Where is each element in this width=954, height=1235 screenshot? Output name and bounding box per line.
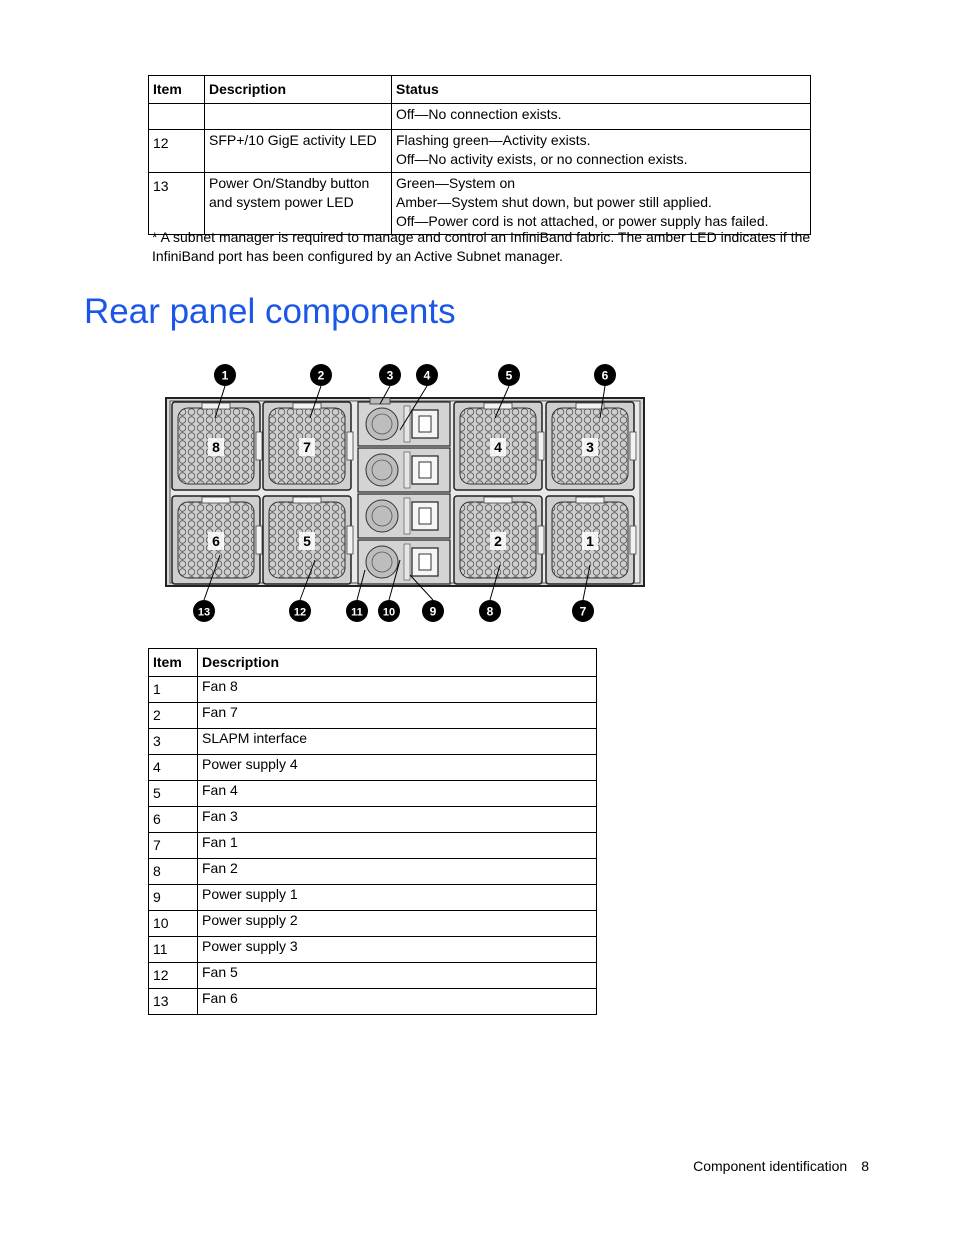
status-line: Off—No activity exists, or no connection exists.	[396, 151, 688, 167]
table-row	[149, 755, 597, 781]
callout-marker	[594, 364, 616, 386]
fan-module	[546, 402, 636, 490]
description-cell: SLAPM interface	[198, 729, 597, 755]
fan-module	[172, 402, 262, 490]
callout-number: 10	[382, 606, 396, 619]
fan-number-label: 4	[494, 439, 502, 455]
callout-number: 9	[429, 604, 437, 619]
callout-marker	[346, 600, 368, 622]
table-row	[149, 677, 597, 703]
table-row	[149, 703, 597, 729]
status-line: Off—Power cord is not attached, or power supply has failed.	[396, 213, 769, 229]
status-cell	[392, 104, 811, 130]
description-cell: Fan 6	[198, 989, 597, 1015]
column-header-status: Status	[392, 76, 811, 104]
callout-marker	[378, 600, 400, 622]
fan-module	[454, 496, 544, 584]
item-cell: 2	[149, 703, 198, 729]
table-row	[149, 104, 811, 130]
callout-number: 6	[601, 368, 609, 383]
power-supplies	[358, 398, 450, 584]
callout-marker	[498, 364, 520, 386]
item-cell: 1	[149, 677, 198, 703]
item-cell: 13	[149, 173, 205, 235]
section-heading: Rear panel components	[84, 292, 456, 331]
footnote: * A subnet manager is required to manage and control an InfiniBand fabric. The amber LED indicates if the InfiniBand port has been configured by an Active Subnet manager.	[152, 229, 811, 264]
table-row	[149, 885, 597, 911]
callout-number: 8	[486, 604, 494, 619]
page-number: 8	[861, 1158, 869, 1174]
callout-number: 7	[579, 604, 587, 619]
callout-marker	[479, 600, 501, 622]
callout-number: 11	[351, 606, 363, 619]
table-row	[149, 989, 597, 1015]
description-cell: SFP+/10 GigE activity LED	[205, 130, 392, 173]
status-line: Green—System on	[396, 175, 516, 191]
table-row	[149, 963, 597, 989]
item-cell: 6	[149, 807, 198, 833]
item-cell: 8	[149, 859, 198, 885]
status-line: Flashing green—Activity exists.	[396, 132, 591, 148]
status-cell	[392, 130, 811, 173]
table-row	[149, 173, 811, 235]
column-header-item: Item	[149, 76, 205, 104]
bottom-callouts	[193, 600, 594, 622]
callout-marker	[379, 364, 401, 386]
table-row	[149, 937, 597, 963]
description-cell: Fan 8	[198, 677, 597, 703]
item-cell: 11	[149, 937, 198, 963]
fan-number-label: 8	[212, 439, 220, 455]
description-cell: Power supply 1	[198, 885, 597, 911]
description-cell: Power On/Standby button and system power LED	[205, 173, 392, 235]
fan-number-label: 7	[303, 439, 311, 455]
table-row	[149, 833, 597, 859]
fan-number-label: 1	[586, 533, 594, 549]
description-cell: Fan 2	[198, 859, 597, 885]
callout-marker	[310, 364, 332, 386]
item-cell: 4	[149, 755, 198, 781]
description-cell	[205, 104, 392, 130]
power-supply	[358, 448, 450, 492]
fan-module	[263, 402, 353, 490]
power-supply	[358, 494, 450, 538]
fan-number-label: 6	[212, 533, 220, 549]
rear-panel-diagram	[160, 360, 650, 630]
item-cell: 7	[149, 833, 198, 859]
fan-number-label: 5	[303, 533, 311, 549]
callout-marker	[572, 600, 594, 622]
table-row	[149, 781, 597, 807]
top-callouts	[214, 364, 616, 386]
item-cell: 3	[149, 729, 198, 755]
fan-module	[454, 402, 544, 490]
description-cell: Power supply 2	[198, 911, 597, 937]
item-table-body	[149, 677, 597, 1015]
status-cell	[392, 173, 811, 235]
item-cell: 12	[149, 963, 198, 989]
callout-number: 13	[197, 606, 211, 619]
item-table	[148, 648, 597, 1015]
column-header-description: Description	[205, 76, 392, 104]
item-cell: 10	[149, 911, 198, 937]
description-cell: Fan 5	[198, 963, 597, 989]
power-supply	[358, 540, 450, 584]
table-row	[149, 729, 597, 755]
callout-marker	[214, 364, 236, 386]
callout-marker	[193, 600, 215, 622]
column-header-item: Item	[149, 649, 198, 677]
fan-number-label: 2	[494, 533, 502, 549]
description-cell: Fan 1	[198, 833, 597, 859]
callout-number: 12	[293, 606, 307, 619]
item-cell	[149, 104, 205, 130]
column-header-description: Description	[198, 649, 597, 677]
callout-number: 2	[317, 368, 325, 383]
callout-number: 5	[505, 368, 513, 383]
item-table-header	[149, 649, 597, 677]
callout-number: 3	[386, 368, 394, 383]
fan-module	[172, 496, 262, 584]
callout-marker	[289, 600, 311, 622]
item-cell: 5	[149, 781, 198, 807]
description-cell: Fan 4	[198, 781, 597, 807]
table-row	[149, 130, 811, 173]
table-row	[149, 859, 597, 885]
page-footer	[693, 1158, 869, 1174]
fan-number-label: 3	[586, 439, 594, 455]
description-cell: Fan 3	[198, 807, 597, 833]
callout-marker	[422, 600, 444, 622]
status-table-header	[149, 76, 811, 104]
footer-section-title: Component identification	[693, 1158, 848, 1174]
description-cell: Power supply 3	[198, 937, 597, 963]
status-line: Amber—System shut down, but power still applied.	[396, 194, 712, 210]
item-cell: 9	[149, 885, 198, 911]
status-line: Off—No connection exists.	[396, 106, 562, 122]
callout-marker	[416, 364, 438, 386]
status-table	[148, 75, 811, 235]
description-cell: Power supply 4	[198, 755, 597, 781]
table-row	[149, 807, 597, 833]
description-cell: Fan 7	[198, 703, 597, 729]
table-row	[149, 911, 597, 937]
callout-number: 1	[221, 368, 229, 383]
fan-module	[263, 496, 353, 584]
item-cell: 12	[149, 130, 205, 173]
item-cell: 13	[149, 989, 198, 1015]
callout-number: 4	[423, 368, 431, 383]
fan-module	[546, 496, 636, 584]
